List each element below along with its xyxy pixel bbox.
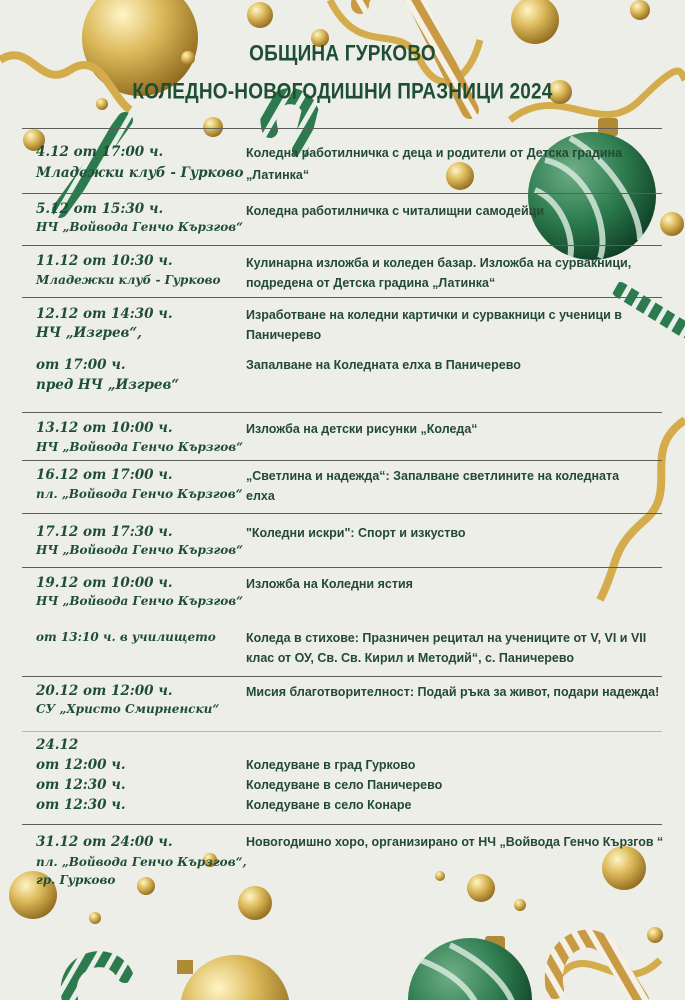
event-date: 5.12 от 15:30 ч. bbox=[36, 201, 164, 217]
event-description: Коледа в стихове: Празничен рецитал на учениците от V, VI и VII клас от ОУ, Св. Св. Кирил и Методий“, с. Паничерево bbox=[246, 631, 647, 665]
event-date: 31.12 от 24:00 ч. bbox=[36, 834, 173, 850]
event-place: НЧ „Изгрев“, bbox=[36, 325, 142, 341]
green-ornament-icon bbox=[408, 936, 532, 1000]
event-description: „Светлина и надежда“: Запалване светлините на коледната елха bbox=[246, 469, 620, 503]
event-date: 17.12 от 17:30 ч. bbox=[36, 524, 173, 540]
event-description: Изложба на детски рисунки „Коледа“ bbox=[246, 422, 478, 436]
event-place: НЧ „Войвода Генчо Кързгов“ bbox=[36, 594, 244, 608]
event-date: от 13:10 ч. в училището bbox=[36, 630, 216, 644]
event-place: пред НЧ „Изгрев“ bbox=[36, 377, 180, 393]
divider bbox=[22, 193, 662, 194]
gold-ribbon-icon bbox=[600, 420, 685, 600]
event-description: Коледуване в град Гурково bbox=[246, 758, 416, 772]
divider bbox=[22, 824, 662, 825]
event-place: гр. Гурково bbox=[36, 873, 116, 887]
event-description: Коледна работилничка с читалищни самодейци bbox=[246, 204, 545, 218]
event-date: 12.12 от 14:30 ч. bbox=[36, 306, 173, 322]
page-title: КОЛЕДНО-НОВОГОДИШНИ ПРАЗНИЦИ 2024 bbox=[132, 80, 553, 105]
divider bbox=[22, 513, 662, 514]
divider bbox=[22, 460, 662, 461]
event-description: Новогодишно хоро, организирано от НЧ „Войвода Генчо Кързгов “ bbox=[246, 835, 664, 849]
candy-cane-icon bbox=[69, 959, 125, 1000]
event-description: Запалване на Коледната елха в Паничерево bbox=[246, 358, 521, 372]
event-date: 13.12 от 10:00 ч. bbox=[36, 420, 173, 436]
event-place: НЧ „Войвода Генчо Кързгов“ bbox=[36, 543, 244, 557]
event-description: Изработване на коледни картички и сурвакници с ученици в Паничерево bbox=[246, 308, 622, 342]
event-place: пл. „Войвода Генчо Кързгов“, bbox=[36, 855, 247, 869]
event-time: от 12:00 ч. bbox=[36, 757, 126, 773]
divider bbox=[22, 245, 662, 246]
municipality-title: ОБЩИНА ГУРКОВО bbox=[249, 42, 436, 67]
divider bbox=[22, 412, 662, 413]
event-date: 24.12 bbox=[36, 737, 79, 753]
candy-cane-icon bbox=[620, 290, 685, 330]
event-place: Младежки клуб - Гурково bbox=[36, 273, 221, 287]
gold-ornament-icon bbox=[177, 955, 290, 1000]
event-date: 16.12 от 17:00 ч. bbox=[36, 467, 173, 483]
event-date: 11.12 от 10:30 ч. bbox=[36, 253, 173, 269]
event-place: Младежки клуб - Гурково bbox=[36, 165, 244, 181]
divider bbox=[22, 128, 662, 129]
event-description: Коледуване в село Паничерево bbox=[246, 778, 443, 792]
divider bbox=[22, 567, 662, 568]
event-place: СУ „Христо Смирненски“ bbox=[36, 702, 220, 716]
event-description: Мисия благотворителност: Подай ръка за живот, подари надежда! bbox=[246, 685, 660, 699]
event-date: от 17:00 ч. bbox=[36, 357, 126, 373]
divider bbox=[22, 676, 662, 677]
event-place: НЧ „Войвода Генчо Кързгов“ bbox=[36, 440, 244, 454]
green-ornament-icon bbox=[528, 118, 656, 260]
event-description: Кулинарна изложба и коледен базар. Изложба на сурвакници, подредена от Детска градина „Латинка“ bbox=[246, 256, 632, 290]
event-place: НЧ „Войвода Генчо Кързгов“ bbox=[36, 220, 244, 234]
event-date: 4.12 от 17:00 ч. bbox=[36, 144, 164, 160]
event-place: пл. „Войвода Генчо Кързгов“ bbox=[36, 487, 243, 501]
event-description: "Коледни искри": Спорт и изкуство bbox=[246, 526, 466, 540]
divider bbox=[22, 731, 662, 732]
divider bbox=[22, 297, 662, 298]
event-time: от 12:30 ч. bbox=[36, 797, 126, 813]
event-date: 20.12 от 12:00 ч. bbox=[36, 683, 173, 699]
event-time: от 12:30 ч. bbox=[36, 777, 126, 793]
event-description: Коледна работилничка с деца и родители от Детска градина „Латинка“ bbox=[246, 146, 623, 182]
event-description: Коледуване в село Конаре bbox=[246, 798, 412, 812]
event-description: Изложба на Коледни ястия bbox=[246, 577, 413, 591]
event-date: 19.12 от 10:00 ч. bbox=[36, 575, 173, 591]
